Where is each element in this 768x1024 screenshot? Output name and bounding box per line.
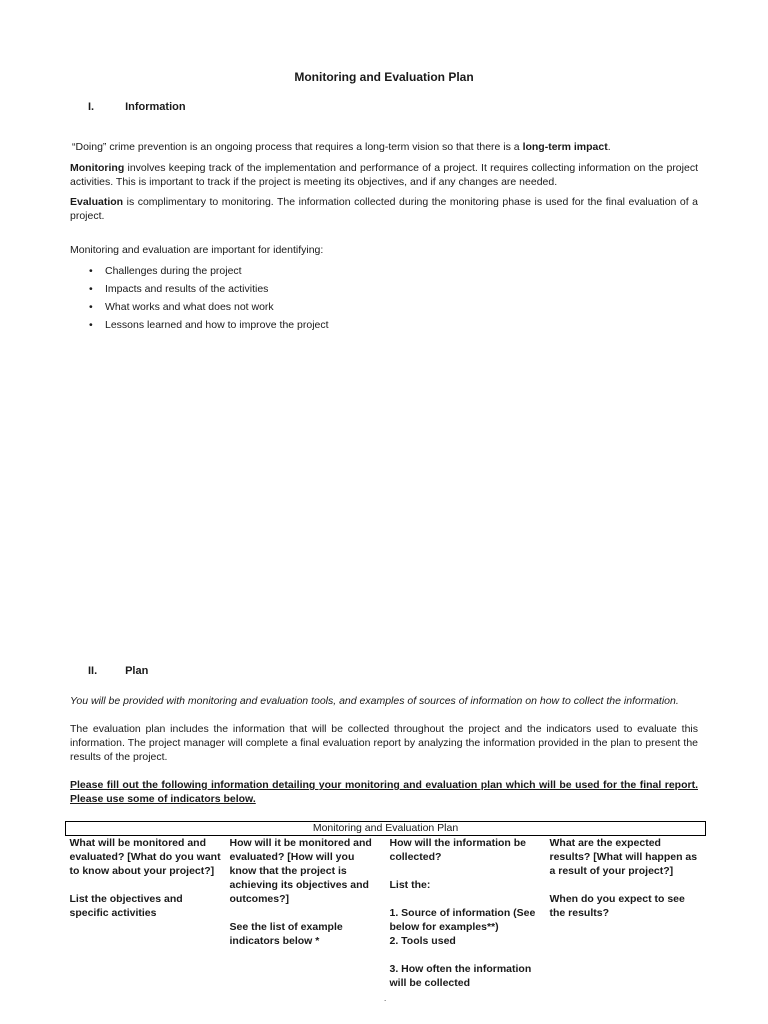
tools-note: You will be provided with monitoring and evaluation tools, and examples of sources of information on how to collect the information. — [70, 695, 679, 707]
plan-table — [65, 821, 706, 990]
section-1-number: I. — [88, 101, 95, 113]
table-column-1 — [66, 836, 226, 991]
monitoring-text: involves keeping track of the implementation and performance of a project. It requires collecting information on the project activities. This is important to track if the project is meeting its objectives, and if any changes are needed. — [70, 162, 698, 188]
list-item: • What works and what does not work — [70, 298, 329, 316]
table-column-2 — [226, 836, 386, 991]
evaluation-text: is complimentary to monitoring. The information collected during the monitoring phase is used for the final evaluation of a project. — [70, 196, 698, 222]
monitoring-term: Monitoring — [70, 162, 125, 174]
column-3-item-3: 3. How often the information will be collected — [389, 963, 532, 989]
column-3-question: How will the information be collected? — [389, 837, 526, 863]
list-item: • Impacts and results of the activities — [70, 280, 329, 298]
column-1-note: List the objectives and specific activities — [69, 893, 183, 919]
footer-mark: . — [384, 994, 387, 1003]
column-4-note: When do you expect to see the results? — [549, 893, 685, 919]
section-2-heading — [88, 664, 148, 678]
intro-paragraph — [72, 140, 700, 154]
column-3-list-label: List the: — [389, 879, 431, 891]
table-column-3 — [386, 836, 546, 991]
intro-bold-text: long-term impact — [522, 141, 608, 153]
column-3-item-2: 2. Tools used — [389, 935, 456, 947]
intro-end: . — [607, 141, 611, 153]
column-2-note: See the list of example indicators below * — [229, 921, 343, 947]
section-1-heading — [88, 100, 186, 114]
list-item: • Lessons learned and how to improve the project — [70, 316, 329, 334]
importance-list — [70, 262, 329, 334]
section-2-title: Plan — [125, 665, 149, 677]
monitoring-paragraph — [70, 161, 698, 189]
column-1-question: What will be monitored and evaluated? [What do you want to know about your project?] — [69, 837, 221, 877]
evaluation-term: Evaluation — [70, 196, 124, 208]
table-caption: Monitoring and Evaluation Plan — [66, 822, 706, 836]
list-intro: Monitoring and evaluation are important for identifying: — [70, 244, 324, 256]
column-4-question: What are the expected results? [What will happen as a result of your project?] — [549, 837, 698, 877]
section-1-title: Information — [125, 101, 186, 113]
table-column-4 — [546, 836, 706, 991]
column-3-item-1: 1. Source of information (See below for examples**) — [389, 907, 536, 933]
document-title: Monitoring and Evaluation Plan — [294, 70, 474, 84]
list-item: • Challenges during the project — [70, 262, 329, 280]
intro-text: “Doing” crime prevention is an ongoing process that requires a long-term vision so that there is a — [72, 141, 523, 153]
evaluation-plan-paragraph: The evaluation plan includes the information that will be collected throughout the project and the indicators used to evaluate this information. The project manager will complete a final evaluation report by analyzing the information provided in the plan to present the results of the project. — [70, 723, 698, 763]
column-2-question: How will it be monitored and evaluated? [How will you know that the project is achieving its objectives and outcomes?] — [229, 837, 372, 905]
fill-out-instruction: Please fill out the following information detailing your monitoring and evaluation plan which will be used for the final report. Please use some of indicators below. — [70, 779, 698, 805]
evaluation-paragraph — [70, 195, 698, 223]
section-2-number: II. — [88, 665, 98, 677]
